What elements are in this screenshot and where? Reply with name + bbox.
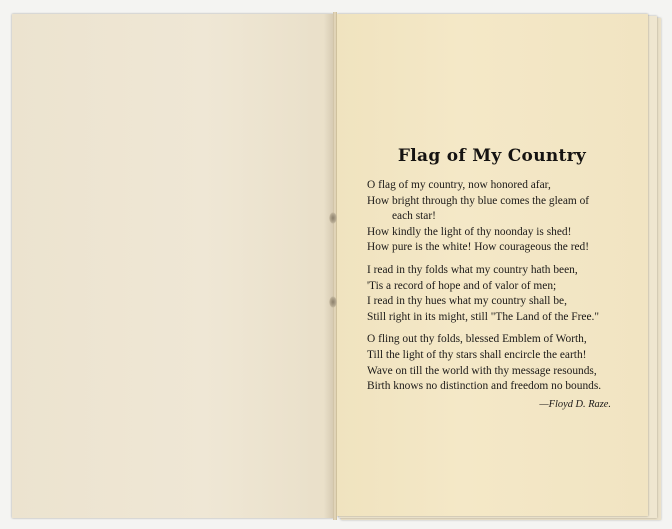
stanza-3: [367, 332, 617, 394]
poem-line: O flag of my country, now honored afar,: [367, 179, 551, 191]
poem-line: Still right in its might, still "The Land of the Free.": [367, 310, 600, 323]
poem-line: Till the light of thy stars shall encircle the earth!: [367, 348, 587, 361]
poem-line: How bright through thy blue comes the gleam of: [367, 194, 590, 207]
staple-hole-top: [329, 212, 337, 224]
poem-line: 'Tis a record of hope and of valor of men;: [367, 279, 557, 292]
poem-line: Birth knows no distinction and freedom no bounds.: [367, 380, 602, 393]
poem-line: I read in thy folds what my country hath been,: [367, 263, 578, 276]
stanza-2: [367, 263, 617, 325]
poem-line: O fling out thy folds, blessed Emblem of Worth,: [367, 333, 587, 346]
poem-title: Flag of My Country: [397, 146, 587, 166]
poem-line: How pure is the white! How courageous the red!: [367, 241, 590, 254]
poem-line: I read in thy hues what my country shall be,: [367, 295, 567, 308]
stanza-1: [367, 178, 617, 256]
poem-line: Wave on till the world with thy message resounds,: [367, 364, 597, 377]
poem-line: How kindly the light of thy noonday is shed!: [367, 225, 572, 238]
poem-author: —Floyd D. Raze.: [539, 398, 611, 410]
poem-line: each star!: [392, 210, 436, 223]
booklet-spine: [333, 12, 337, 520]
left-blank-page: [12, 14, 334, 518]
poem: [367, 146, 617, 410]
staple-hole-bottom: [329, 296, 337, 308]
